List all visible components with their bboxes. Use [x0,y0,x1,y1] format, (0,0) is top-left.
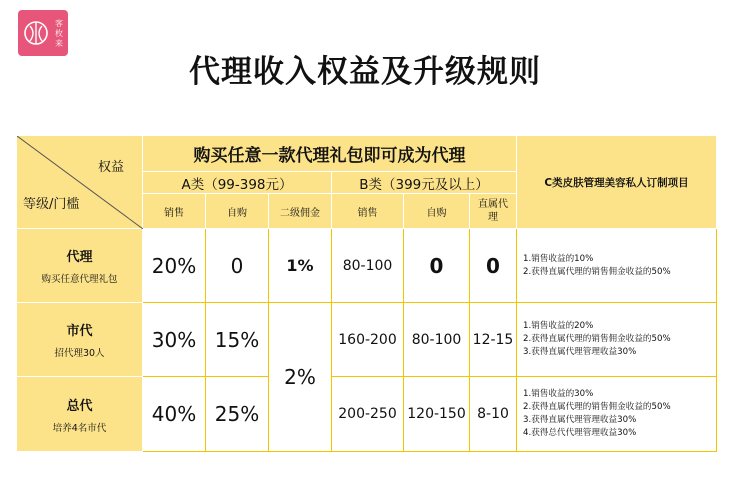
corner-level-label: 等级/门槛 [23,197,80,212]
c-benefit-line: 1.销售收益的10% [523,253,594,264]
corner-rights-label: 权益 [97,160,124,175]
a-self-value: 15% [206,303,269,377]
table-row [17,303,717,377]
level-threshold: 招代理30人 [54,348,105,359]
diagonal-line-icon [17,136,143,229]
level-cell [17,303,143,377]
c-benefits [517,229,717,303]
b-self-value: 0 [404,229,470,303]
col-commission: 二级佣金 [269,194,332,229]
logo-text: 客枚来 [55,19,63,48]
direct-value: 12-15 [470,303,517,377]
c-benefit-line: 2.获得直属代理的销售佣金收益的50% [523,334,671,344]
direct-value: 8-10 [470,377,517,452]
c-benefit-line: 2.获得直属代理的销售佣金收益的50% [523,402,671,412]
c-benefit-line: 2.获得直属代理的销售佣金收益的50% [523,266,671,277]
level-name: 代理 [66,250,93,265]
b-sales-value: 80-100 [332,229,404,303]
level-cell [17,377,143,452]
banner-header: 购买任意一款代理礼包即可成为代理 [143,136,517,172]
c-benefit-line: 4.获得总代代理管理收益30% [523,428,637,438]
c-benefits [517,377,717,452]
c-benefits [517,303,717,377]
level-name: 总代 [66,398,93,414]
page-title: 代理收入权益及升级规则 [189,54,541,90]
col-a-self: 自购 [206,194,269,229]
a-sales-value: 40% [143,377,206,452]
level-threshold: 培养4名市代 [52,422,107,434]
level-cell [17,229,143,303]
c-benefit-line: 3.获得直属代理管理收益30% [523,347,637,357]
b-self-value: 120-150 [404,377,470,452]
a-self-value: 0 [206,229,269,303]
direct-value: 0 [470,229,517,303]
c-benefit-line: 3.获得直属代理管理收益30% [523,415,637,425]
rules-table [16,135,717,452]
b-sales-value: 160-200 [332,303,404,377]
c-benefit-line: 1.销售收益的20% [523,321,594,331]
table-row [17,229,717,303]
a-sales-value: 30% [143,303,206,377]
logo-emblem-icon [22,16,50,50]
b-self-value: 80-100 [404,303,470,377]
group-c-header: C类皮肤管理美容私人订制项目 [517,136,717,229]
col-b-self: 自购 [404,194,470,229]
group-a-header: A类（99-398元） [143,172,332,194]
corner-header [17,136,143,229]
commission-value: 1% [269,229,332,303]
commission-shared-value: 2% [269,303,332,452]
group-b-header: B类（399元及以上） [332,172,517,194]
b-sales-value: 200-250 [332,377,404,452]
col-a-sales: 销售 [143,194,206,229]
col-direct: 直属代理 [470,194,517,229]
table-row [17,377,717,452]
a-self-value: 25% [206,377,269,452]
col-b-sales: 销售 [332,194,404,229]
level-name: 市代 [66,324,93,339]
c-benefit-line: 1.销售收益的30% [523,389,594,399]
a-sales-value: 20% [143,229,206,303]
level-threshold: 购买任意代理礼包 [41,274,118,285]
